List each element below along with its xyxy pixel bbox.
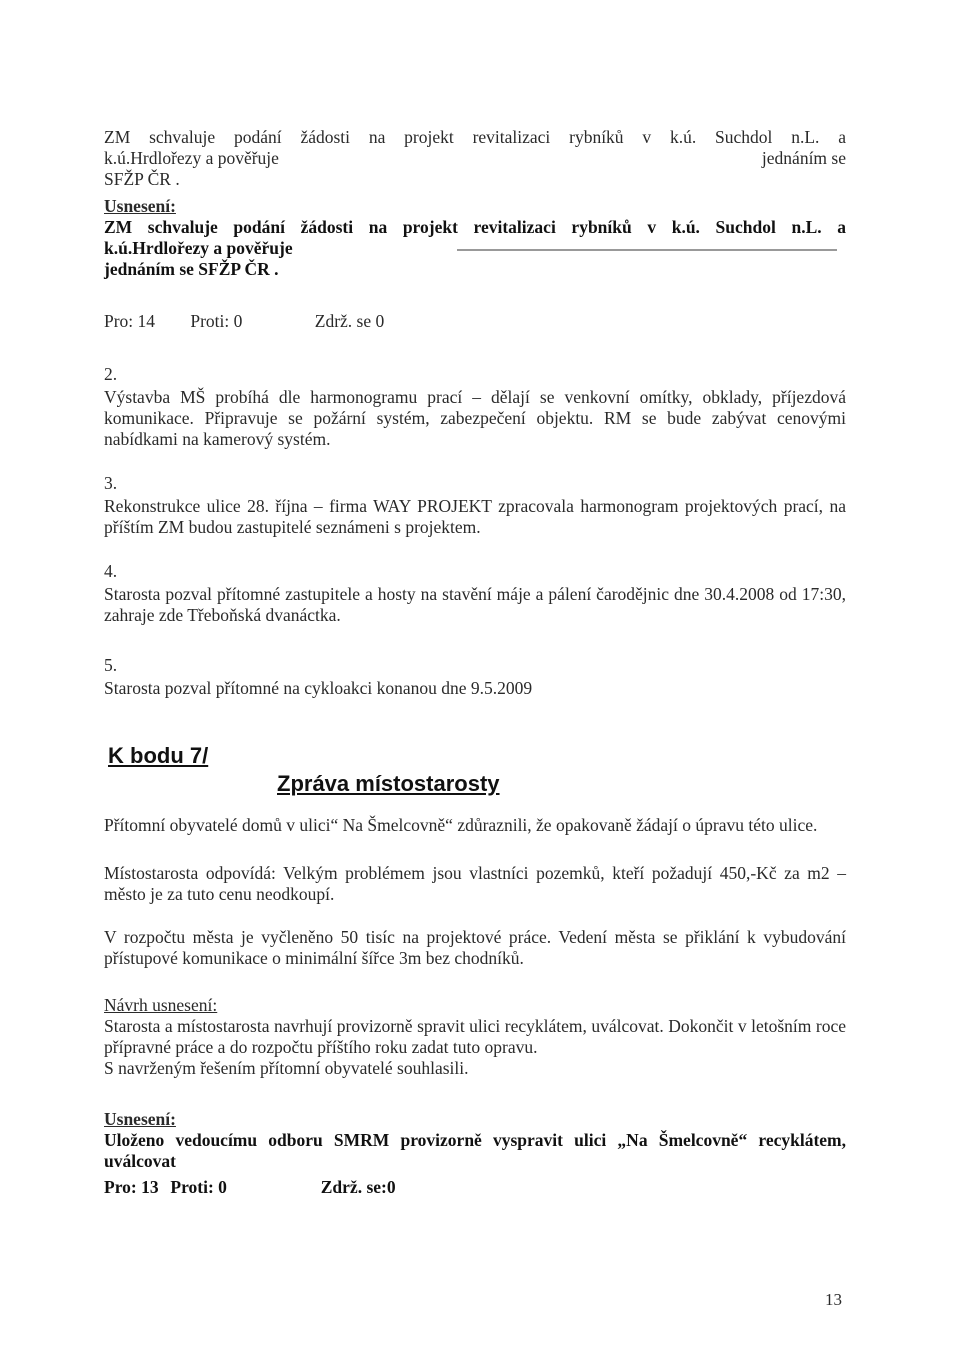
- page-number: 13: [825, 1290, 842, 1309]
- item-4: [104, 561, 846, 626]
- item-5-number: 5.: [104, 655, 118, 675]
- item-2-number: 2.: [104, 364, 118, 384]
- section-number-heading: K bodu 7/: [108, 743, 209, 768]
- item-3-text: Rekonstrukce ulice 28. října – firma WAY PROJEKT zpracovala harmonogram projektových prací, na příštím ZM budou zastupitelé seznámeni s projektem.: [104, 496, 846, 537]
- item-5: [104, 655, 846, 699]
- top-line-1: ZM schvaluje podání žádosti na projekt revitalizaci rybníků v k.ú. Suchdol n.L. a: [104, 127, 846, 147]
- proposal-text-2: S navrženým řešením přítomní obyvatelé souhlasili.: [104, 1058, 469, 1078]
- resolution-2-text: Uloženo vedoucímu odboru SMRM provizorně vyspravit ulici „Na Šmelcovně“ recyklátem, uválcovat: [104, 1130, 846, 1171]
- vote-2-proti: Proti: 0: [170, 1177, 227, 1197]
- top-line-2: [104, 148, 846, 169]
- item-4-number: 4.: [104, 561, 118, 581]
- item-3: [104, 473, 846, 538]
- resolution-1: [104, 196, 846, 280]
- item-5-text: Starosta pozval přítomné na cykloakci konanou dne 9.5.2009: [104, 678, 533, 698]
- vote-2-pro: Pro: 13: [104, 1177, 159, 1197]
- proposal-text-1: Starosta a místostarosta navrhují provizorně spravit ulici recyklátem, uválcovat. Dokončit v letošním roce přípravné práce a do rozpočtu příštího roku zadat tuto opravu.: [104, 1016, 846, 1057]
- vote-1: [104, 311, 846, 332]
- item-4-text: Starosta pozval přítomné zastupitele a hosty na stavění máje a pálení čarodějnic dne 30.4.2008 od 17:30, zahraje zde Třeboňská dvanáctka.: [104, 584, 846, 625]
- resolution-2-label: Usnesení:: [104, 1109, 176, 1129]
- resolution-1-line-2-text: k.ú.Hrdlořezy a pověřuje: [104, 238, 293, 258]
- body-paragraph-3: [104, 927, 846, 969]
- item-2-text: Výstavba MŠ probíhá dle harmonogramu prací – dělají se venkovní omítky, obklady, příjezdová komunikace. Připravuje se požární systém, zabezpečení objektu. RM se bude zabývat cenovými nabídkami na kamerový systém.: [104, 387, 846, 449]
- vote-2-zdrz: Zdrž. se:0: [320, 1177, 396, 1197]
- body-paragraph-2: [104, 863, 846, 905]
- item-3-number: 3.: [104, 473, 118, 493]
- body-p2: Místostarosta odpovídá: Velkým problémem jsou vlastníci pozemků, kteří požadují 450,-Kč za m2 – město je za tuto cenu neodkoupí.: [104, 863, 846, 904]
- body-p1: Přítomní obyvatelé domů v ulici“ Na Šmelcovně“ zdůraznili, že opakovaně žádají o úpravu této ulice.: [104, 815, 818, 835]
- vote-1-pro: Pro: 14: [104, 311, 156, 331]
- top-line-2-start: k.ú.Hrdlořezy a pověřuje: [104, 148, 279, 168]
- top-line-3: SFŽP ČR .: [104, 169, 180, 189]
- body-p3: V rozpočtu města je vyčleněno 50 tisíc na projektové práce. Vedení města se přiklání k vybudování přístupové komunikace o minimální šířce 3m bez chodníků.: [104, 927, 846, 968]
- proposal-block: [104, 995, 846, 1079]
- item-2: [104, 364, 846, 450]
- resolution-1-line-1: ZM schvaluje podání žádosti na projekt revitalizaci rybníků v k.ú. Suchdol n.L. a: [104, 217, 846, 237]
- top-line-2-end: jednáním se: [761, 148, 846, 168]
- vote-1-proti: Proti: 0: [190, 311, 243, 331]
- vote-2: [104, 1177, 846, 1198]
- body-paragraph-1: [104, 815, 846, 836]
- resolution-1-line-2: [104, 238, 846, 259]
- redaction-mark: [457, 249, 837, 251]
- resolution-2: [104, 1109, 846, 1172]
- proposal-label: Návrh usnesení:: [104, 995, 218, 1015]
- resolution-1-line-3: jednáním se SFŽP ČR .: [104, 259, 279, 279]
- section-title-heading: Zpráva místostarosty: [277, 771, 500, 796]
- vote-1-zdrz: Zdrž. se 0: [314, 311, 385, 331]
- resolution-1-label: Usnesení:: [104, 196, 176, 216]
- top-paragraph: [104, 127, 846, 190]
